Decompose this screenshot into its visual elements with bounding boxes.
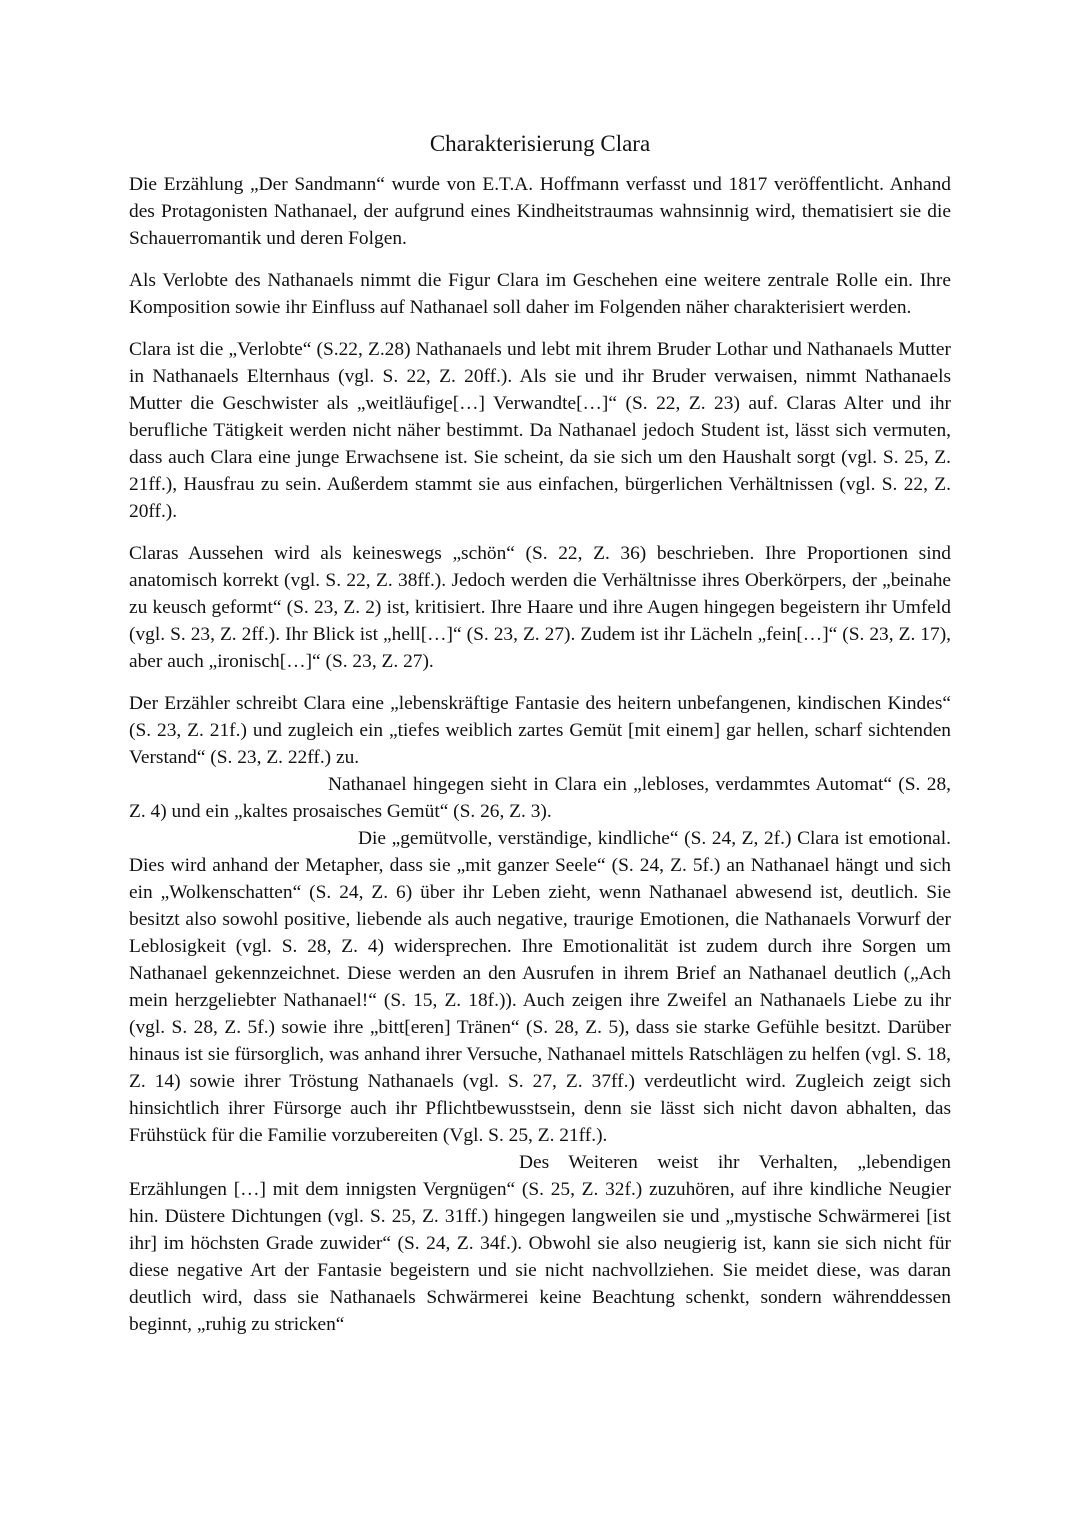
document-title: Charakterisierung Clara — [429, 131, 651, 156]
paragraph-introduction: Die Erzählung „Der Sandmann“ wurde von E.T.A. Hoffmann verfasst und 1817 veröffentlicht. Anhand des Protagonisten Nathanael, der aufgrund eines Kindheitstraumas wahnsinnig wird, thematisiert sie die Schauerromantik und deren Folgen. — [129, 174, 951, 249]
document-page — [129, 128, 951, 1338]
paragraph-nathanael-view: Nathanael hingegen sieht in Clara ein „lebloses, verdammtes Automat“ (S. 28, Z. 4) und ein „kaltes prosaisches Gemüt“ (S. 26, Z. 3). — [129, 774, 951, 822]
paragraph-background: Clara ist die „Verlobte“ (S.22, Z.28) Nathanaels und lebt mit ihrem Bruder Lothar und Nathanaels Mutter in Nathanaels Elternhaus (vgl. S. 22, Z. 20ff.). Als sie und ihr Bruder verwaisen, nimmt Nathanaels Mutter die Geschwister als „weitläufige[…] Verwandte[…]“ (S. 22, Z. 23) auf. Claras Alter und ihr berufliche Tätigkeit werden nicht näher bestimmt. Da Nathanael jedoch Student ist, lässt sich vermuten, dass auch Clara eine junge Erwachsene ist. Sie scheint, da sie sich um den Haushalt sorgt (vgl. S. 25, Z. 21ff.), Hausfrau zu sein. Außerdem stammt sie aus einfachen, bürgerlichen Verhältnissen (vgl. S. 22, Z. 20ff.). — [129, 339, 951, 522]
paragraph-emotionality: Die „gemütvolle, verständige, kindliche“ (S. 24, Z, 2f.) Clara ist emotional. Dies wird anhand der Metapher, dass sie „mit ganzer Seele“ (S. 24, Z. 5f.) an Nathanael hängt und sich ein „Wolkenschatten“ (S. 24, Z. 6) über ihr Leben zieht, wenn Nathanael abwesend ist, deutlich. Sie besitzt also sowohl positive, liebende als auch negative, traurige Emotionen, die Nathanaels Vorwurf der Leblosigkeit (vgl. S. 28, Z. 4) widersprechen. Ihre Emotionalität ist zudem durch ihre Sorgen um Nathanael gekennzeichnet. Diese werden an den Ausrufen in ihrem Brief an Nathanael deutlich („Ach mein herzgeliebter Nathanael!“ (S. 15, Z. 18f.)). Auch zeigen ihre Zweifel an Nathanaels Liebe zu ihr (vgl. S. 28, Z. 5f.) sowie ihre „bitt[eren] Tränen“ (S. 28, Z. 5), dass sie starke Gefühle besitzt. Darüber hinaus ist sie fürsorglich, was anhand ihrer Versuche, Nathanael mittels Ratschlägen zu helfen (vgl. S. 18, Z. 14) sowie ihrer Tröstung Nathanaels (vgl. S. 27, Z. 37ff.) verdeutlicht wird. Zugleich zeigt sich hinsichtlich ihrer Fürsorge auch ihr Pflichtbewusstsein, denn sie lässt sich nicht davon abhalten, das Frühstück für die Familie vorzubereiten (Vgl. S. 25, Z. 21ff.). — [129, 828, 951, 1146]
paragraph-thesis: Als Verlobte des Nathanaels nimmt die Figur Clara im Geschehen eine weitere zentrale Rolle ein. Ihre Komposition sowie ihr Einfluss auf Nathanael soll daher im Folgenden näher charakterisiert werden. — [129, 270, 951, 318]
paragraph-curiosity: Des Weiteren weist ihr Verhalten, „lebendigen Erzählungen […] mit dem innigsten Vergnügen“ (S. 25, Z. 32f.) zuzuhören, auf ihre kindliche Neugier hin. Düstere Dichtungen (vgl. S. 25, Z. 31ff.) hingegen langweilen sie und „mystische Schwärmerei [ist ihr] im höchsten Grade zuwider“ (S. 24, Z. 34f.). Obwohl sie also neugierig ist, kann sie sich nicht für diese negative Art der Fantasie begeistern und sie nicht nachvollziehen. Sie meidet diese, was daran deutlich wird, dass sie Nathanaels Schwärmerei keine Beachtung schenkt, sondern währenddessen beginnt, „ruhig zu stricken“ — [129, 1152, 951, 1335]
paragraph-narrator-view: Der Erzähler schreibt Clara eine „lebenskräftige Fantasie des heitern unbefangenen, kindischen Kindes“ (S. 23, Z. 21f.) und zugleich ein „tiefes weiblich zartes Gemüt [mit einem] gar hellen, scharf sichtenden Verstand“ (S. 23, Z. 22ff.) zu. — [129, 693, 951, 768]
paragraph-appearance: Claras Aussehen wird als keineswegs „schön“ (S. 22, Z. 36) beschrieben. Ihre Proportionen sind anatomisch korrekt (vgl. S. 22, Z. 38ff.). Jedoch werden die Verhältnisse ihres Oberkörpers, der „beinahe zu keusch geformt“ (S. 23, Z. 2) ist, kritisiert. Ihre Haare und ihre Augen hingegen begeistern ihr Umfeld (vgl. S. 23, Z. 2ff.). Ihr Blick ist „hell[…]“ (S. 23, Z. 27). Zudem ist ihr Lächeln „fein[…]“ (S. 23, Z. 17), aber auch „ironisch[…]“ (S. 23, Z. 27). — [129, 543, 951, 672]
